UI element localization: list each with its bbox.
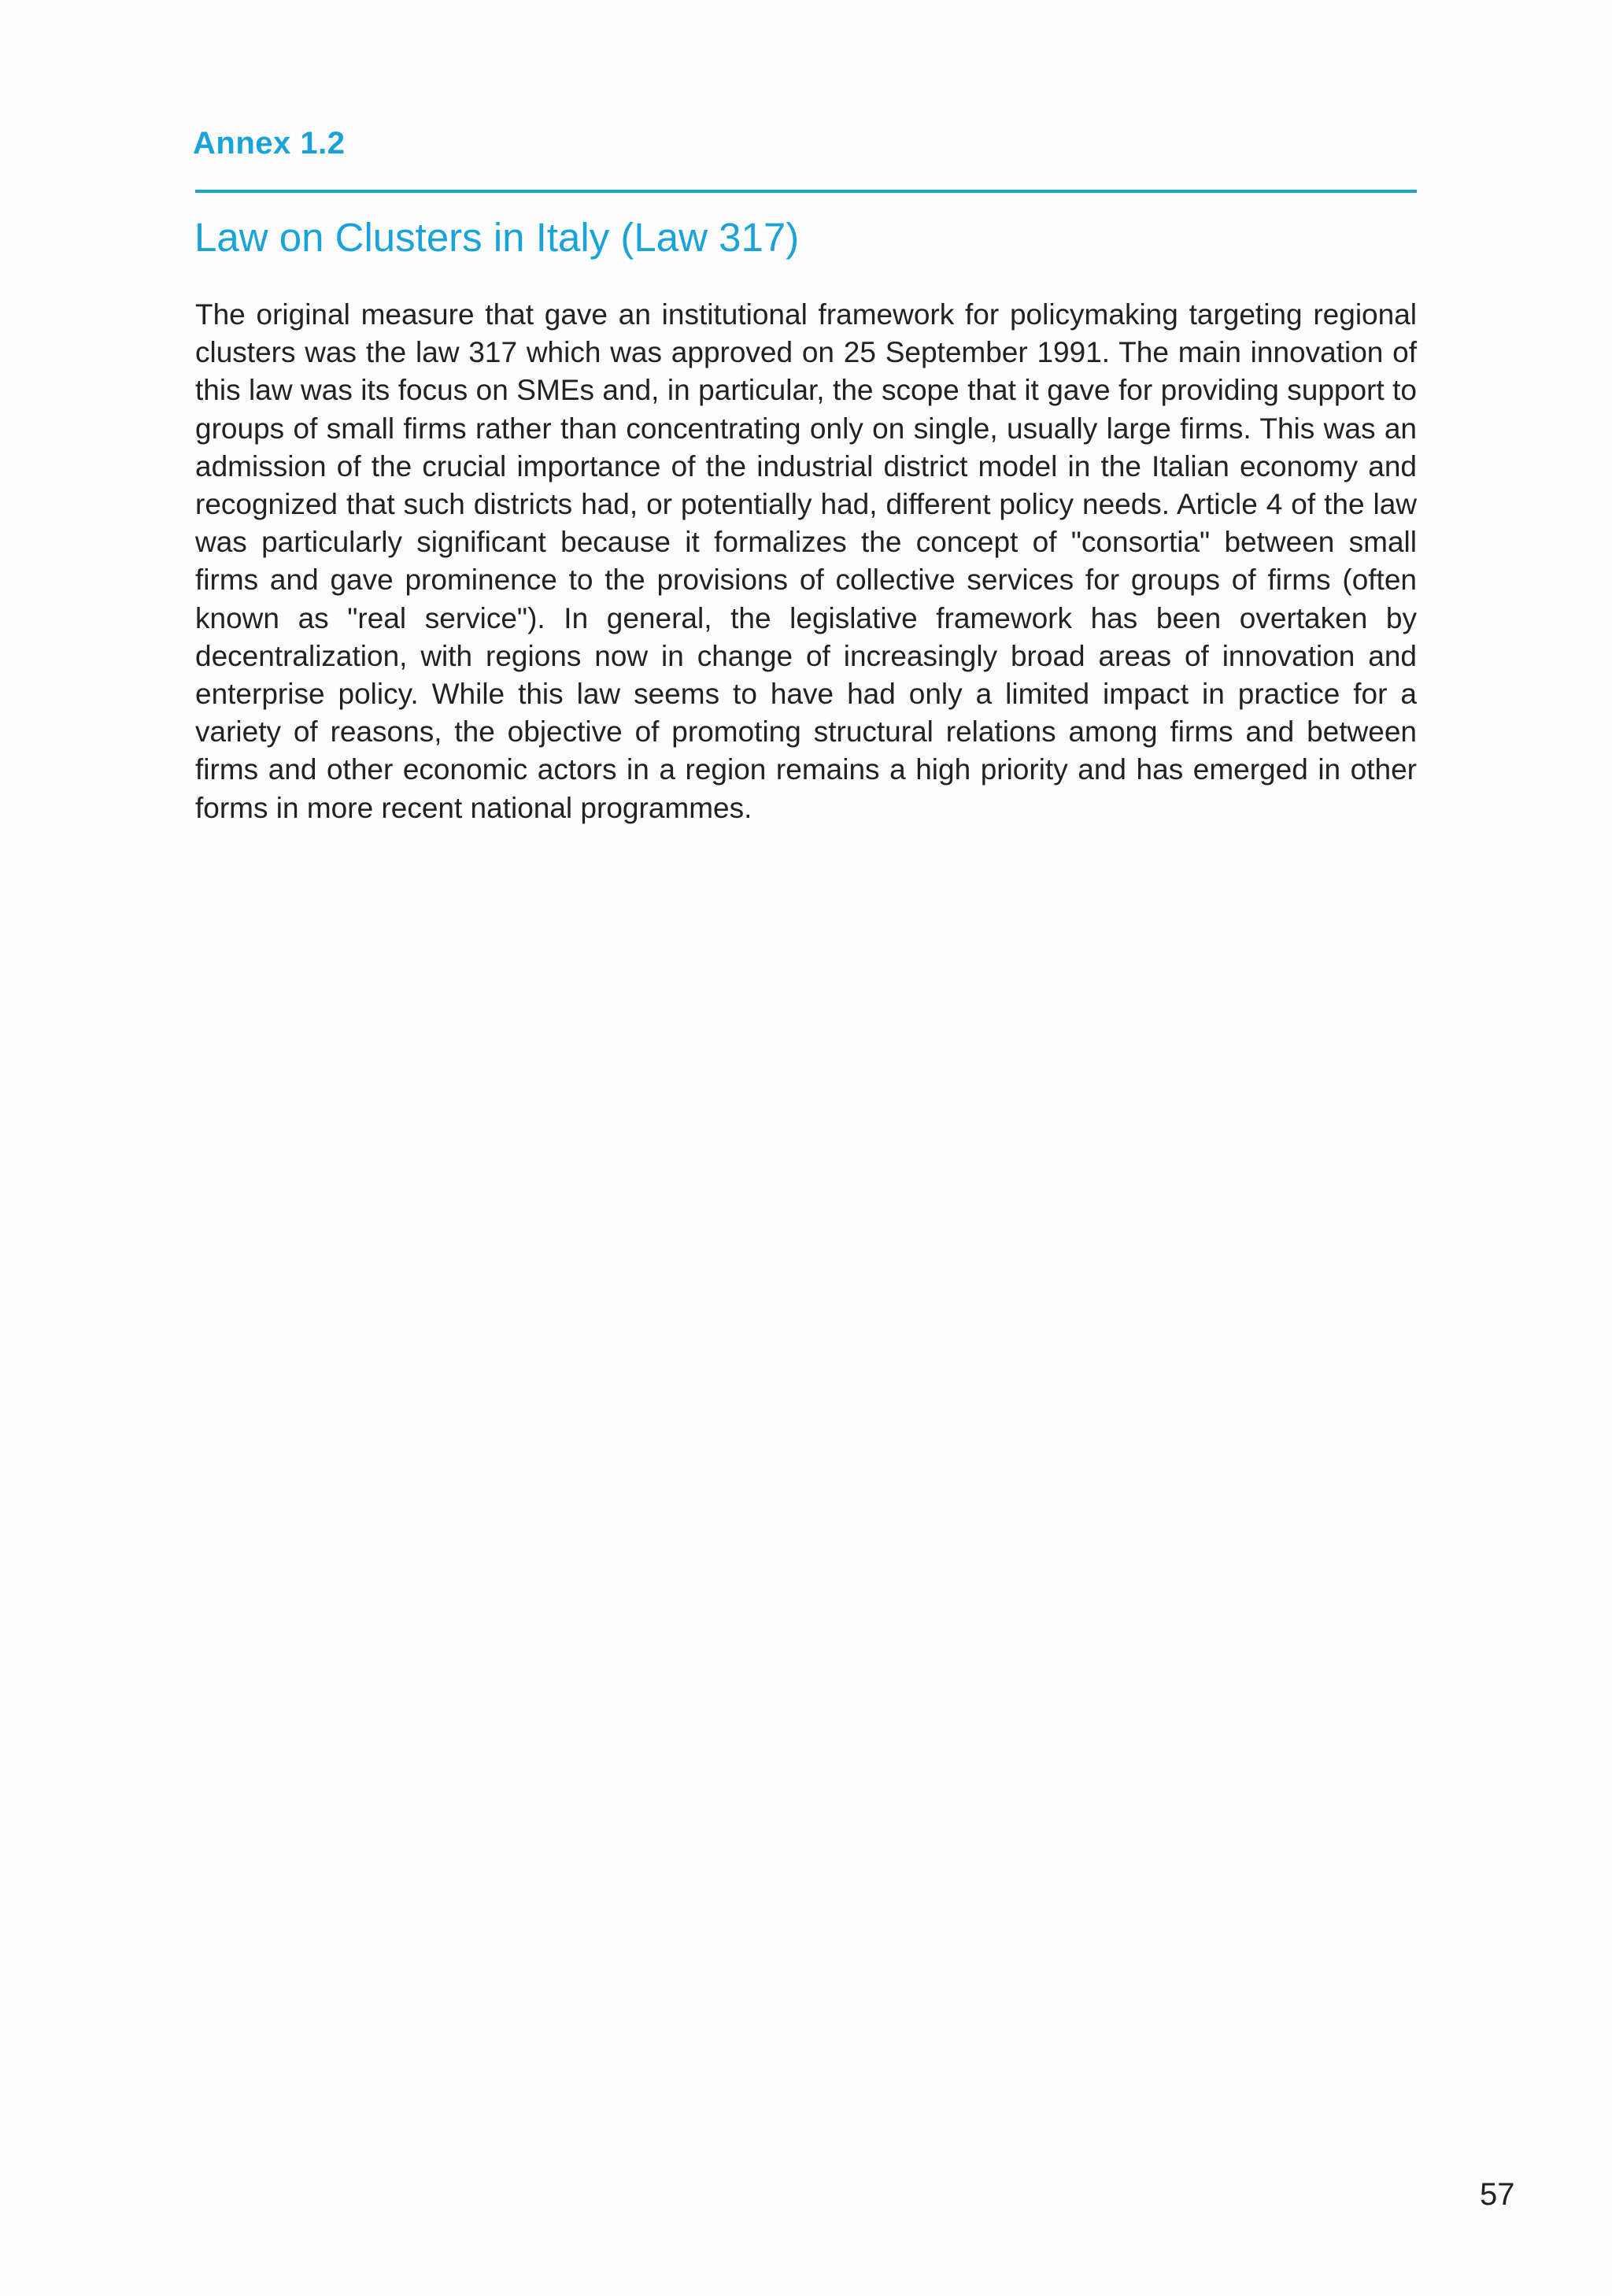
body-paragraph: The original measure that gave an institutional framework for policymaking targeting regional clusters was the law 317 which was approved on 25 September 1991. The main innovation of this law was its focus on SMEs and, in particular, the scope that it gave for providing support to groups of small firms rather than concentrating only on single, usually large firms. This was an admission of the crucial importance of the industrial district model in the Italian economy and recognized that such districts had, or potentially had, different policy needs. Article 4 of the law was particularly significant because it formalizes the concept of "consortia" between small firms and gave prominence to the provisions of collective services for groups of firms (often known as "real service"). In general, the legislative framework has been overtaken by decentralization, with regions now in change of increasingly broad areas of innovation and enterprise policy. While this law seems to have had only a limited impact in practice for a variety of reasons, the objective of promoting structural relations among firms and between firms and other economic actors in a region remains a high priority and has emerged in other forms in more recent national programmes. — [195, 298, 1417, 824]
header-divider — [195, 190, 1417, 193]
page-number: 57 — [1480, 2177, 1515, 2212]
section-title: Law on Clusters in Italy (Law 317) — [194, 215, 800, 260]
annex-label: Annex 1.2 — [193, 126, 346, 161]
